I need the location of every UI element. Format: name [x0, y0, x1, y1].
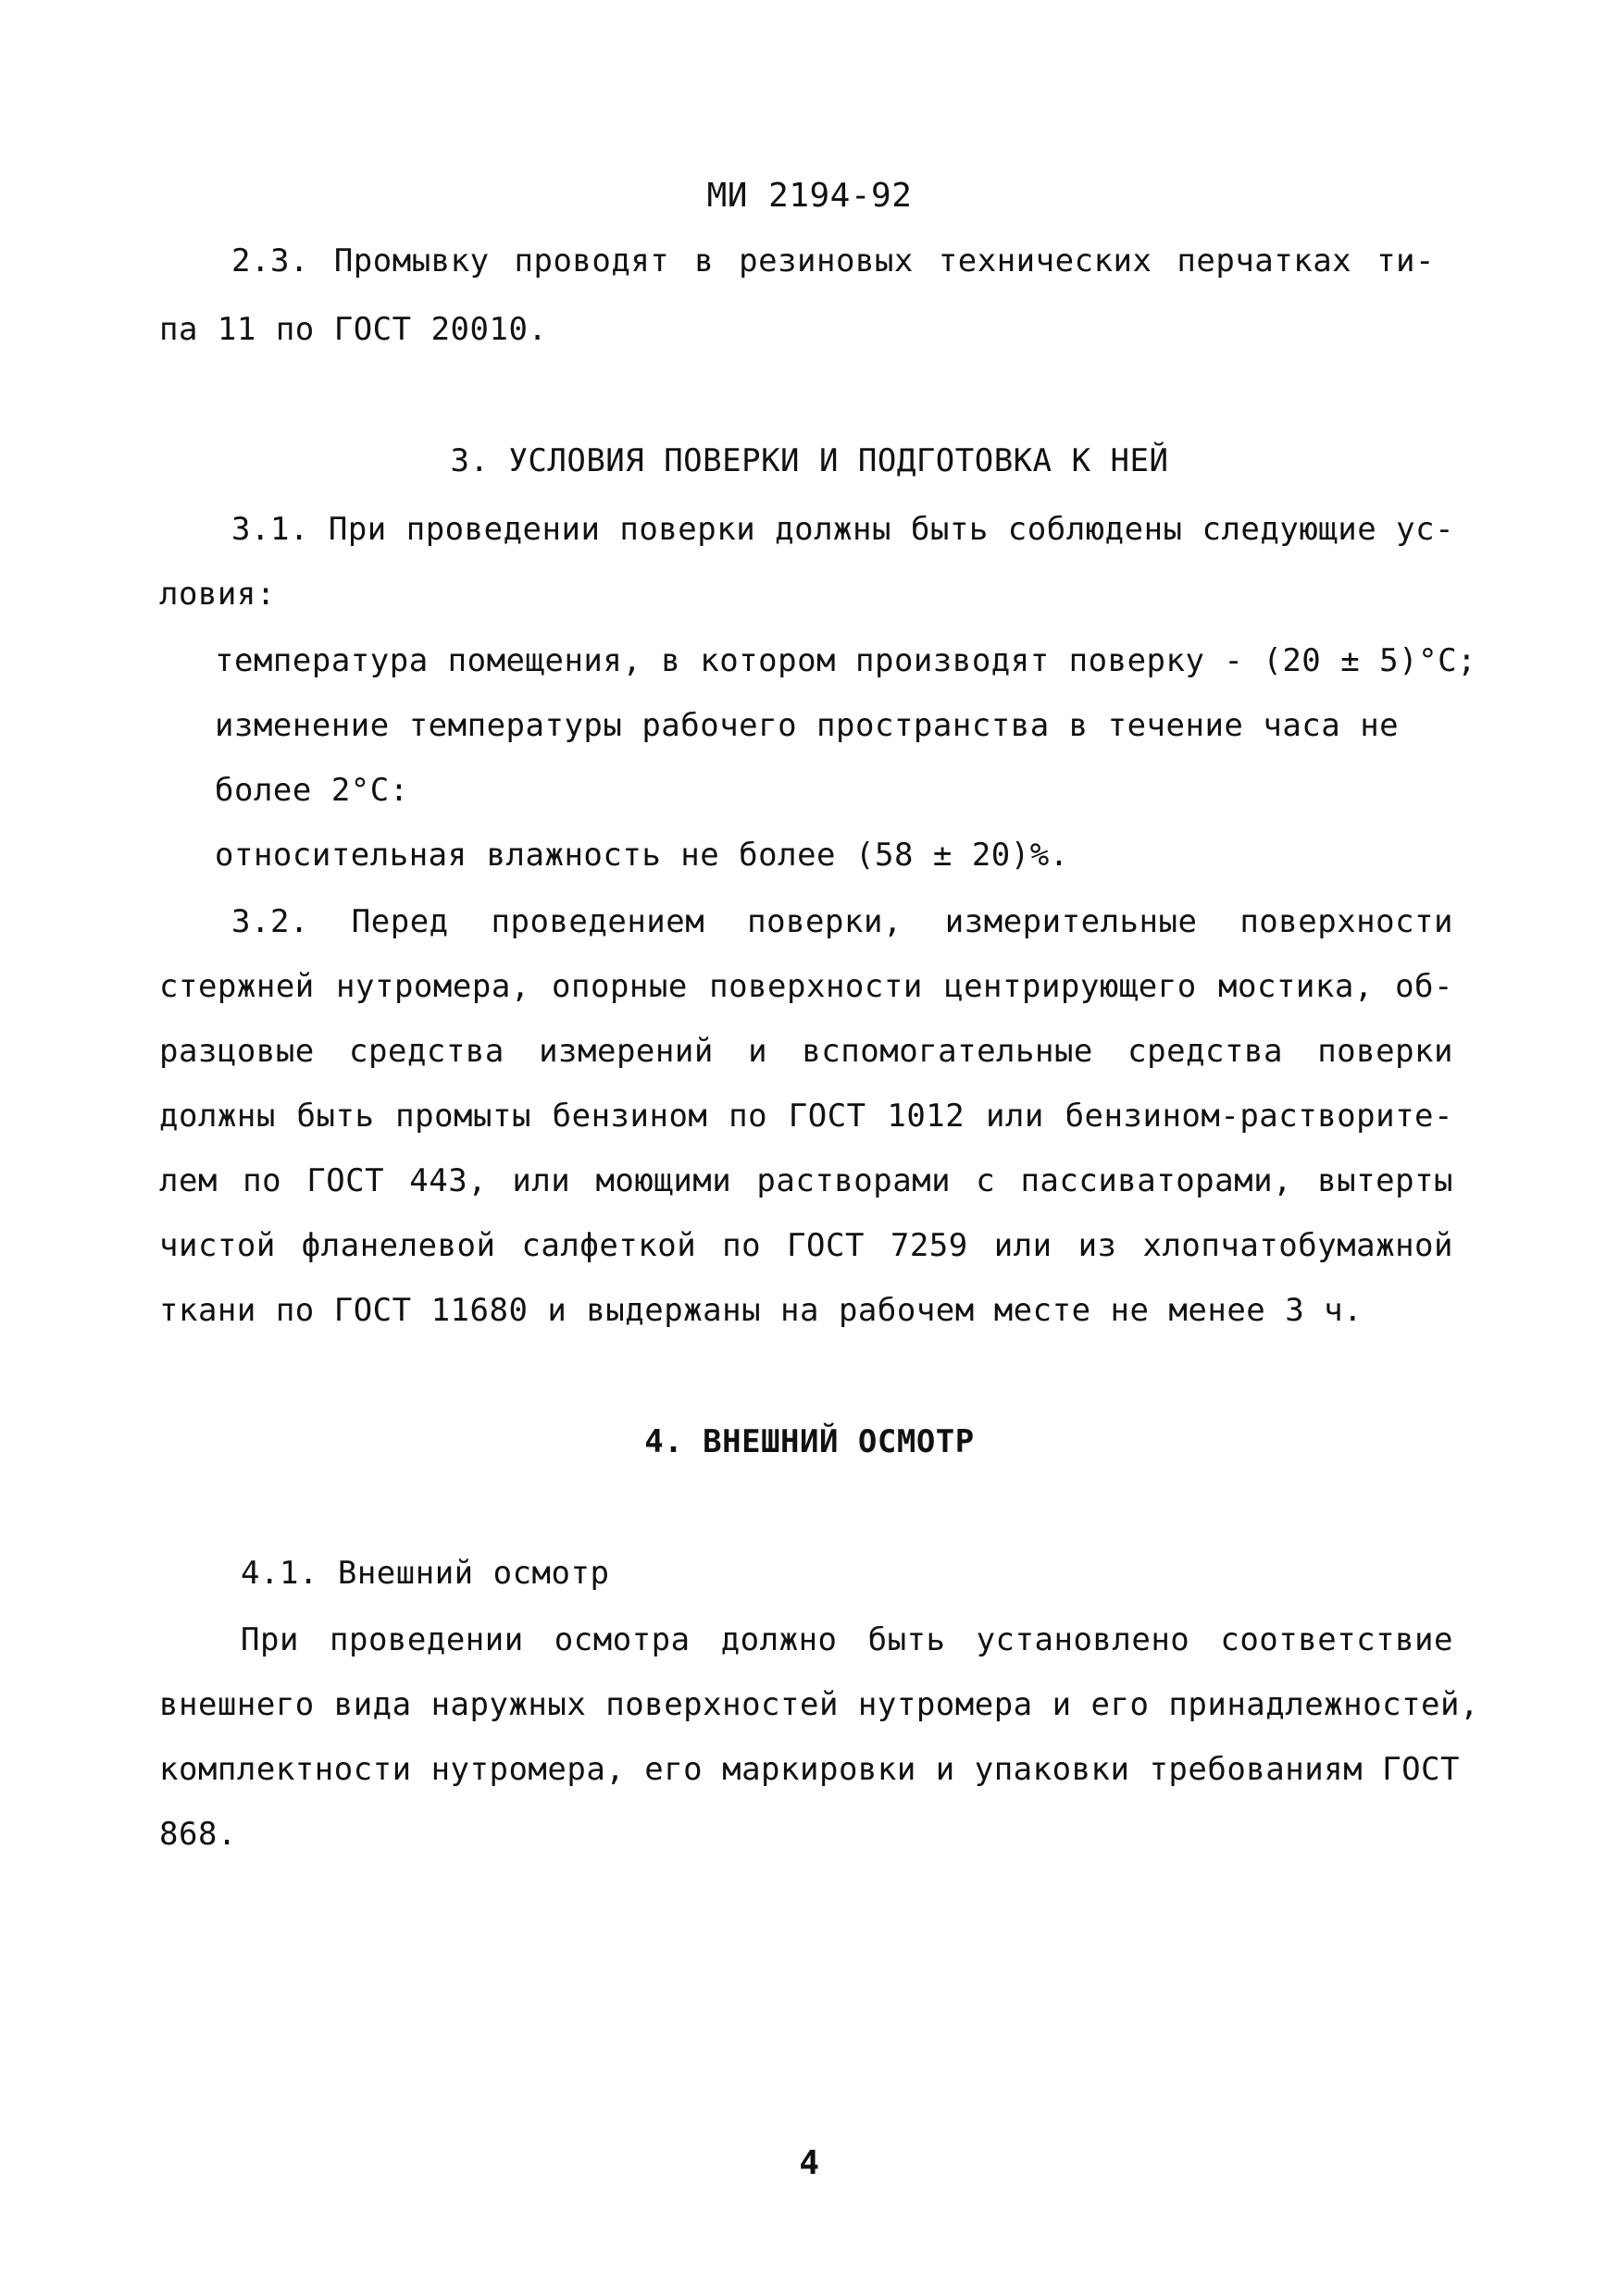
paragraph-2-3-line2: па 11 по ГОСТ 20010.: [159, 311, 548, 348]
condition-temp-change-line1: изменение температуры рабочего пространства в течение часа не: [215, 707, 1400, 744]
document-code: МИ 2194-92: [706, 177, 913, 215]
section-4-body-line3: комплектности нутромера, его маркировки и упаковки требованиям ГОСТ: [159, 1751, 1460, 1788]
section-4-body-line2: внешнего вида наружных поверхностей нутромера и его принадлежностей,: [159, 1686, 1479, 1723]
paragraph-3-2-line2: стержней нутромера, опорные поверхности центрирующего мостика, об-: [159, 968, 1453, 1005]
paragraph-3-1-line2: ловия:: [159, 576, 276, 613]
paragraph-3-1-line1: 3.1. При проведении поверки должны быть соблюдены следующие ус-: [231, 511, 1455, 548]
section-4-body-line1: При проведении осмотра должно быть установлено соответствие: [241, 1621, 1453, 1658]
section-4-body-line4: 868.: [159, 1816, 237, 1853]
paragraph-3-2-line3: разцовые средства измерений и вспомогательные средства поверки: [159, 1033, 1453, 1070]
condition-temp-change-line2: более 2°С:: [215, 772, 409, 809]
paragraph-3-2-line1: 3.2. Перед проведением поверки, измерительные поверхности: [231, 903, 1453, 940]
page-number: 4: [799, 2144, 820, 2182]
paragraph-3-2-line5: лем по ГОСТ 443, или моющими растворами с пассиваторами, вытерты: [159, 1162, 1453, 1199]
section-3-heading: 3. УСЛОВИЯ ПОВЕРКИ И ПОДГОТОВКА К НЕЙ: [450, 442, 1169, 479]
paragraph-3-2-line7: ткани по ГОСТ 11680 и выдержаны на рабочем месте не менее 3 ч.: [159, 1292, 1364, 1329]
condition-temperature: температура помещения, в котором производят поверку - (20 ± 5)°С;: [215, 642, 1477, 679]
section-4-heading: 4. ВНЕШНИЙ ОСМОТР: [644, 1423, 975, 1460]
paragraph-3-2-line6: чистой фланелевой салфеткой по ГОСТ 7259 или из хлопчатобумажной: [159, 1227, 1453, 1264]
subsection-4-1-title: 4.1. Внешний осмотр: [241, 1555, 610, 1592]
paragraph-2-3-line1: 2.3. Промывку проводят в резиновых технических перчатках ти-: [231, 242, 1435, 279]
condition-humidity: относительная влажность не более (58 ± 20)%.: [215, 837, 1069, 874]
paragraph-3-2-line4: должны быть промыты бензином по ГОСТ 1012 или бензином-растворите-: [159, 1098, 1453, 1135]
